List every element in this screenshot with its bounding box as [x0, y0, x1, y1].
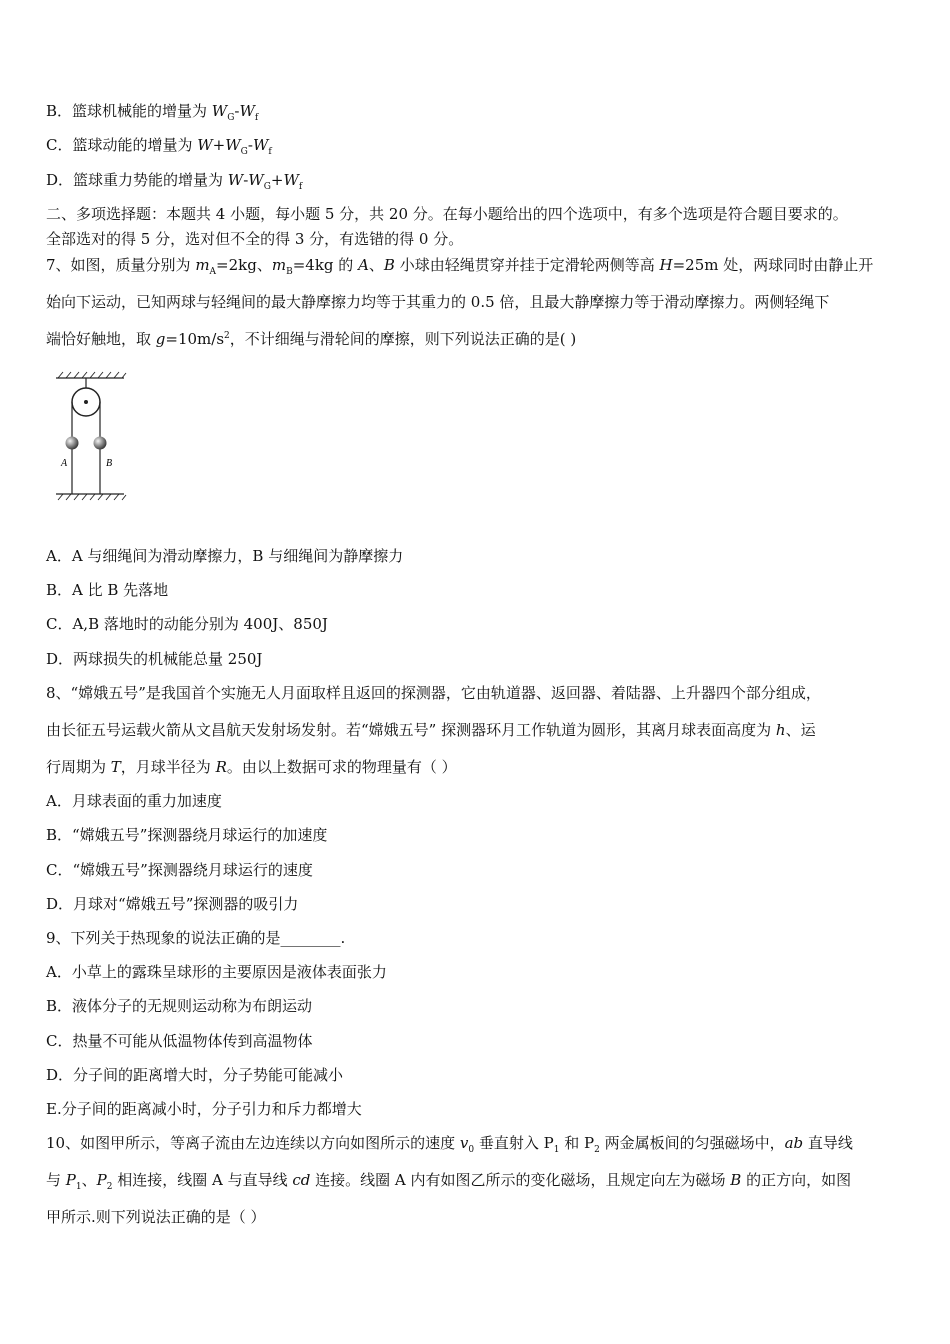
q8-option-b: B．“嫦娥五号”探测器绕月球运行的加速度 [46, 826, 328, 844]
section-heading-line2: 全部选对的得 5 分，选对但不全的得 3 分，有选错的得 0 分。 [46, 230, 464, 248]
q7-stem-line2: 始向下运动，已知两球与轻绳间的最大静摩擦力均等于其重力的 0.5 倍，且最大静摩擦力等于滑动摩擦力。两侧轻绳下 [46, 293, 830, 311]
q9-option-b: B．液体分子的无规则运动称为布朗运动 [46, 997, 313, 1015]
q8-stem-line2: 由长征五号运载火箭从文昌航天发射场发射。若“嫦娥五号” 探测器环月工作轨道为圆形，其离月球表面高度为 h、运 [46, 721, 816, 739]
q7-option-c: C．A,B 落地时的动能分别为 400J、850J [46, 615, 328, 633]
q8-option-a: A．月球表面的重力加速度 [46, 792, 222, 810]
ball-b [94, 437, 107, 450]
q10-stem-line2: 与 $P_1$、$P_2$ 相连接，线圈 A 与直导线 cd 连接。线圈 A 内有如图乙所示的变化磁场，且规定向左为磁场 B 的正方向，如图 [46, 1171, 852, 1192]
ball-b-label: B [106, 458, 113, 469]
q10-stem-line1: 10、如图甲所示，等离子流由左边连续以方向如图所示的速度 $v_0$ 垂直射入 $P_1$ 和 $P_2$ 两金属板间的匀强磁场中，ab 直导线 [46, 1134, 853, 1155]
q7-option-a: A．A 与细绳间为滑动摩擦力，B 与细绳间为静摩擦力 [46, 547, 404, 565]
q9-option-d: D．分子间的距离增大时，分子势能可能减小 [46, 1066, 344, 1084]
prev-option-b: B．篮球机械能的增量为 $W_G-W_f$ [46, 102, 259, 123]
q8-option-d: D．月球对“嫦娥五号”探测器的吸引力 [46, 895, 299, 913]
q8-stem-line3: 行周期为 T，月球半径为 R。由以上数据可求的物理量有（ ） [46, 758, 457, 776]
q9-option-e: E.分子间的距离减小时，分子引力和斥力都增大 [46, 1100, 362, 1118]
prev-option-d: D．篮球重力势能的增量为 $W-W_G+W_f$ [46, 171, 303, 192]
q10-stem-line3: 甲所示.则下列说法正确的是（ ） [46, 1208, 266, 1226]
ball-a-label: A [61, 458, 68, 469]
q7-stem-line1: 7、如图，质量分别为 $m_A=2kg$、$m_B=4kg$ 的 A、B 小球由轻绳贯穿并挂于定滑轮两侧等高 H=25m 处，两球同时由静止开 [46, 256, 874, 277]
q8-stem-line1: 8、“嫦娥五号”是我国首个实施无人月面取样且返回的探测器，它由轨道器、返回器、着陆器、上升器四个部分组成， [46, 684, 821, 702]
prev-option-c: C．篮球动能的增量为 $W+W_G-W_f$ [46, 136, 272, 157]
q9-option-c: C．热量不可能从低温物体传到高温物体 [46, 1032, 313, 1050]
q8-option-c: C．“嫦娥五号”探测器绕月球运行的速度 [46, 861, 313, 879]
q9-stem: 9、下列关于热现象的说法正确的是________. [46, 929, 346, 947]
pulley-figure [50, 368, 130, 504]
section-heading-line1: 二、多项选择题：本题共 4 小题，每小题 5 分，共 20 分。在每小题给出的四个选项中，有多个选项是符合题目要求的。 [46, 205, 848, 223]
q9-option-a: A．小草上的露珠呈球形的主要原因是液体表面张力 [46, 963, 387, 981]
q7-option-d: D．两球损失的机械能总量 250J [46, 650, 263, 668]
q7-stem-line3: 端恰好触地，取 $g=10m/s^2$，不计细绳与滑轮间的摩擦，则下列说法正确的是( ) [46, 330, 577, 348]
q7-option-b: B．A 比 B 先落地 [46, 581, 169, 599]
ball-a [66, 437, 79, 450]
